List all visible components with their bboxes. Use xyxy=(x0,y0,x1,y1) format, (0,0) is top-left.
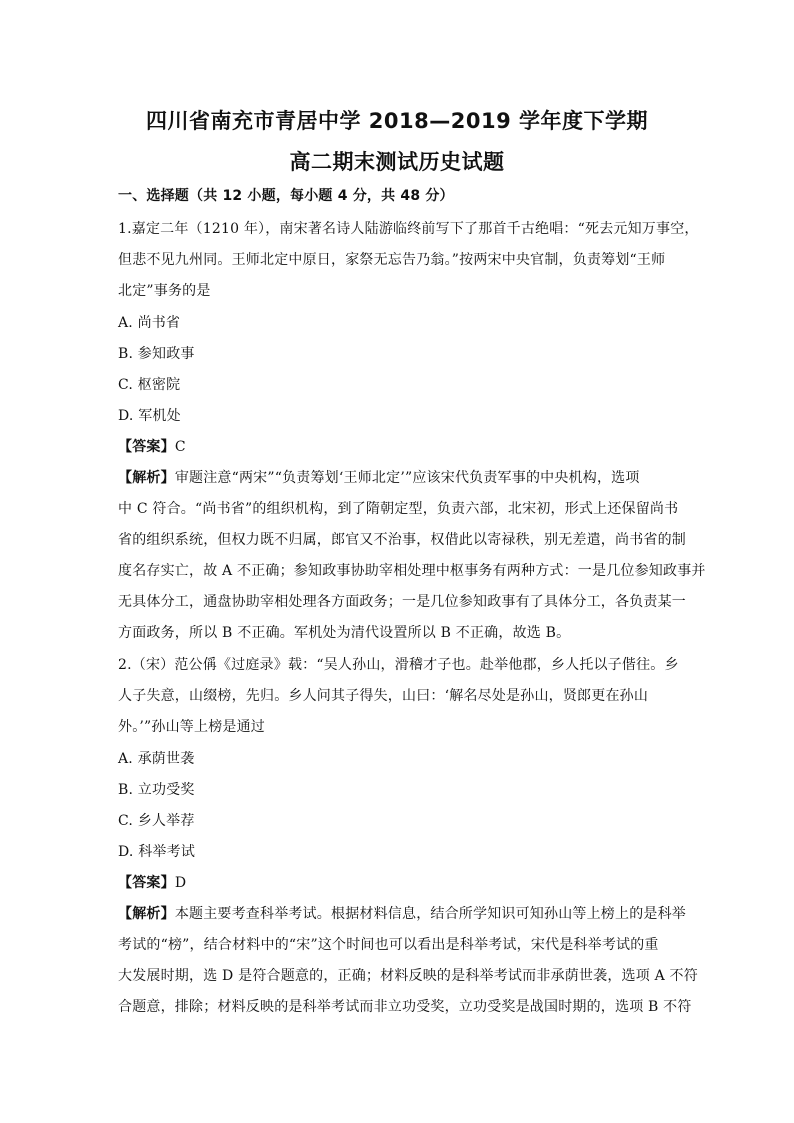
q2-option-c: C. 乡人举荐 xyxy=(118,813,195,829)
q2-option-b: B. 立功受奖 xyxy=(118,782,195,798)
q1-analysis-line: 中 C 符合。“尚书省”的组织机构，到了隋朝定型，负责六部，北宋初，形式上还保留尚书 xyxy=(118,501,679,517)
q2-analysis-line: 合题意，排除；材料反映的是科举考试而非立功受奖，立功受奖是战国时期的，选项 B 不符 xyxy=(118,999,692,1015)
q2-stem-line: 外。’”孙山等上榜是通过 xyxy=(118,719,266,735)
q1-option-c: C. 枢密院 xyxy=(118,377,181,393)
analysis-label: 【解析】 xyxy=(118,906,175,922)
q1-option-a: A. 尚书省 xyxy=(118,315,181,331)
q2-option-d: D. 科举考试 xyxy=(118,844,196,860)
q1-option-d: D. 军机处 xyxy=(118,408,181,424)
q1-analysis-line: 方面政务，所以 B 不正确。军机处为清代设置所以 B 不正确，故选 B。 xyxy=(118,625,571,641)
q1-analysis-line: 省的组织系统，但权力既不归属，郎官又不治事，权借此以寄禄秩，别无差遣，尚书省的制 xyxy=(118,532,686,548)
q2-option-a: A. 承荫世袭 xyxy=(118,751,195,767)
answer-value: D xyxy=(174,875,187,891)
q2-stem-line: 人子失意，山缀榜，先归。乡人问其子得失，山曰：‘解名尽处是孙山，贤郎更在孙山 xyxy=(118,688,649,704)
section-heading: 一、选择题（共 12 小题，每小题 4 分，共 48 分） xyxy=(118,188,454,204)
q2-analysis-line: 大发展时期，选 D 是符合题意的，正确；材料反映的是科举考试而非承荫世袭，选项 A 不符 xyxy=(118,968,698,984)
q1-stem-line: 但悲不见九州同。王师北定中原日，家祭无忘告乃翁。”按两宋中央官制，负责筹划“王师 xyxy=(118,252,666,268)
title-line-1: 四川省南充市青居中学 2018—2019 学年度下学期 xyxy=(145,109,648,133)
q2-analysis-line: 考试的“榜”，结合材料中的“宋”这个时间也可以看出是科举考试，宋代是科举考试的重 xyxy=(118,937,659,953)
analysis-text: 本题主要考查科举考试。根据材料信息，结合所学知识可知孙山等上榜上的是科举 xyxy=(174,906,687,922)
q1-answer xyxy=(118,436,186,456)
analysis-label: 【解析】 xyxy=(118,470,175,486)
title-line-2: 高二期末测试历史试题 xyxy=(289,150,505,174)
answer-label: 【答案】 xyxy=(118,439,175,455)
answer-value: C xyxy=(174,439,186,455)
q2-stem-line: 2.（宋）范公偁《过庭录》载：“吴人孙山，滑稽才子也。赴举他郡，乡人托以子偕往。乡 xyxy=(118,657,679,673)
q1-stem-line: 1.嘉定二年（1210 年），南宋著名诗人陆游临终前写下了那首千古绝唱：“死去元知万事空， xyxy=(118,221,699,237)
q1-analysis-line: 度名存实亡，故 A 不正确；参知政事协助宰相处理中枢事务有两种方式：一是几位参知政事并 xyxy=(118,563,706,579)
q2-analysis-line xyxy=(118,903,686,923)
q2-answer xyxy=(118,872,186,892)
q1-option-b: B. 参知政事 xyxy=(118,346,195,362)
q1-analysis-line xyxy=(118,467,640,487)
analysis-text: 审题注意“两宋”“负责筹划‘王师北定’”应该宋代负责军事的中央机构，选项 xyxy=(174,470,640,486)
answer-label: 【答案】 xyxy=(118,875,175,891)
q1-stem-line: 北定”事务的是 xyxy=(118,283,211,299)
q1-analysis-line: 无具体分工，通盘协助宰相处理各方面政务；一是几位参知政事有了具体分工，各负责某一 xyxy=(118,594,686,610)
